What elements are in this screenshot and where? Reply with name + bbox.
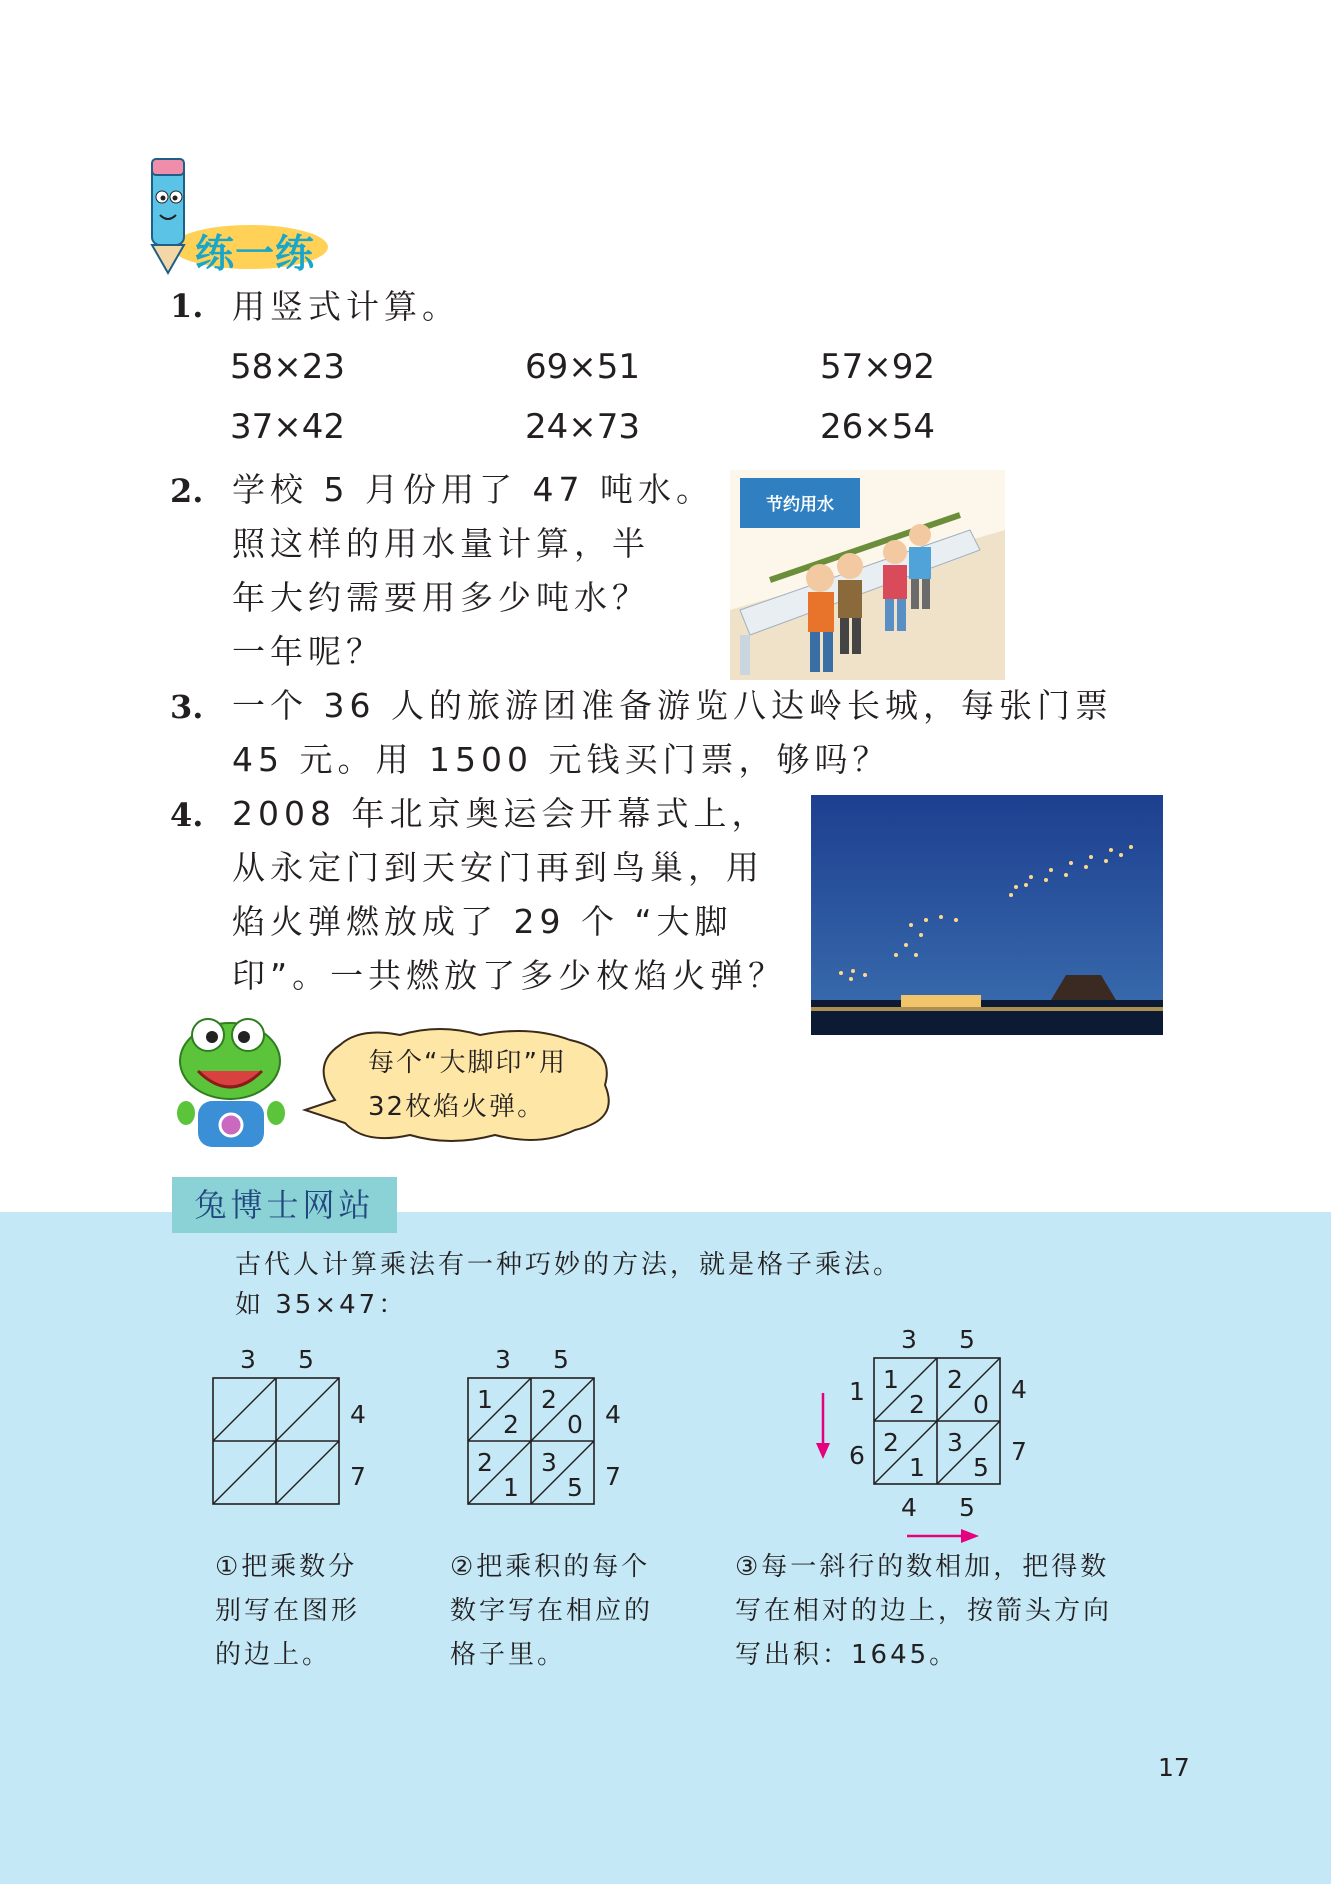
right-digit: 7 xyxy=(350,1462,366,1491)
caption-line: 格子里。 xyxy=(450,1640,567,1670)
caption-line: 的边上。 xyxy=(215,1640,332,1670)
cell-digit: 2 xyxy=(909,1390,925,1419)
right-arrow-icon xyxy=(905,1527,981,1545)
problem-item: 26×54 xyxy=(820,407,936,447)
cell-digit: 5 xyxy=(973,1453,989,1482)
question-4-text xyxy=(232,787,786,1003)
lattice-diagram-1 xyxy=(200,1345,385,1515)
text-line: 一年呢？ xyxy=(232,632,384,671)
question-1-text: 用竖式计算。 xyxy=(232,287,460,326)
text-line: 年大约需要用多少吨水？ xyxy=(232,578,650,617)
cell-digit: 2 xyxy=(883,1428,899,1457)
text-line: 学校 5 月份用了 47 吨水。 xyxy=(232,470,714,509)
site-intro: 古代人计算乘法有一种巧妙的方法，就是格子乘法。 xyxy=(235,1250,903,1280)
top-digit: 5 xyxy=(553,1345,569,1374)
cell-digit: 1 xyxy=(909,1453,925,1482)
caption-line: ②把乘积的每个 xyxy=(450,1552,651,1582)
top-digit: 3 xyxy=(240,1345,256,1374)
fireworks-photo xyxy=(811,795,1163,1035)
question-3-text xyxy=(232,679,1113,787)
cell-digit: 2 xyxy=(503,1410,519,1439)
cell-digit: 1 xyxy=(883,1365,899,1394)
step-3-caption xyxy=(735,1545,1112,1677)
right-digit: 4 xyxy=(1011,1375,1027,1404)
cell-digit: 2 xyxy=(947,1365,963,1394)
frog-mascot-icon xyxy=(168,1013,293,1153)
cell-digit: 1 xyxy=(477,1385,493,1414)
text-line: 45 元。用 1500 元钱买门票，够吗？ xyxy=(232,740,891,779)
cell-digit: 2 xyxy=(541,1385,557,1414)
sign-text: 节约用水 xyxy=(766,495,834,515)
text-line: 照这样的用水量计算，半 xyxy=(232,524,650,563)
lattice-diagram-2 xyxy=(455,1345,640,1515)
text-line: 焰火弹燃放成了 29 个 “大脚 xyxy=(232,902,733,941)
cell-digit: 3 xyxy=(947,1428,963,1457)
text-line: 一个 36 人的旅游团准备游览八达岭长城，每张门票 xyxy=(232,686,1113,725)
text-line: 2008 年北京奥运会开幕式上， xyxy=(232,794,770,833)
site-title: 兔博士网站 xyxy=(172,1177,397,1233)
left-digit: 6 xyxy=(849,1441,865,1470)
bottom-digit: 4 xyxy=(901,1493,917,1522)
section-title: 练一练 xyxy=(195,232,316,277)
site-section xyxy=(0,1212,1331,1884)
problem-item: 24×73 xyxy=(525,407,641,447)
question-number-2: 2. xyxy=(170,472,204,510)
caption-line: 写出积：1645。 xyxy=(735,1640,959,1670)
right-digit: 7 xyxy=(605,1462,621,1491)
question-number-1: 1. xyxy=(170,287,204,325)
problem-item: 37×42 xyxy=(230,407,346,447)
children-washing-illustration xyxy=(730,470,1005,680)
right-digit: 7 xyxy=(1011,1437,1027,1466)
question-2-text xyxy=(232,463,714,679)
caption-line: ③每一斜行的数相加，把得数 xyxy=(735,1552,1110,1582)
site-example: 如 35×47： xyxy=(235,1290,408,1320)
cell-digit: 0 xyxy=(567,1410,583,1439)
top-digit: 5 xyxy=(959,1325,975,1354)
top-digit: 3 xyxy=(495,1345,511,1374)
cell-digit: 5 xyxy=(567,1473,583,1502)
cell-digit: 2 xyxy=(477,1448,493,1477)
right-digit: 4 xyxy=(605,1400,621,1429)
bubble-line: 32枚焰火弹。 xyxy=(368,1092,546,1122)
question-number-3: 3. xyxy=(170,688,204,726)
problem-item: 69×51 xyxy=(525,347,641,387)
cell-digit: 3 xyxy=(541,1448,557,1477)
top-digit: 5 xyxy=(298,1345,314,1374)
top-digit: 3 xyxy=(901,1325,917,1354)
down-arrow-icon xyxy=(813,1391,833,1461)
question-number-4: 4. xyxy=(170,796,204,834)
step-2-caption xyxy=(450,1545,653,1677)
step-1-caption xyxy=(215,1545,360,1677)
caption-line: 数字写在相应的 xyxy=(450,1596,654,1626)
caption-line: ①把乘数分 xyxy=(215,1552,358,1582)
cell-digit: 0 xyxy=(973,1390,989,1419)
caption-line: 别写在图形 xyxy=(215,1596,361,1626)
lattice-diagram-3 xyxy=(805,1325,1045,1550)
speech-bubble xyxy=(300,1025,620,1145)
cell-digit: 1 xyxy=(503,1473,519,1502)
problem-item: 58×23 xyxy=(230,347,346,387)
child-figure xyxy=(806,564,834,672)
bubble-line: 每个“大脚印”用 xyxy=(368,1048,567,1078)
text-line: 从永定门到天安门再到鸟巢，用 xyxy=(232,848,764,887)
bottom-digit: 5 xyxy=(959,1493,975,1522)
text-line: 印”。一共燃放了多少枚焰火弹？ xyxy=(232,956,787,995)
caption-line: 写在相对的边上，按箭头方向 xyxy=(735,1596,1113,1626)
problem-item: 57×92 xyxy=(820,347,936,387)
page-number: 17 xyxy=(1158,1753,1190,1782)
right-digit: 4 xyxy=(350,1400,366,1429)
left-digit: 1 xyxy=(849,1377,865,1406)
